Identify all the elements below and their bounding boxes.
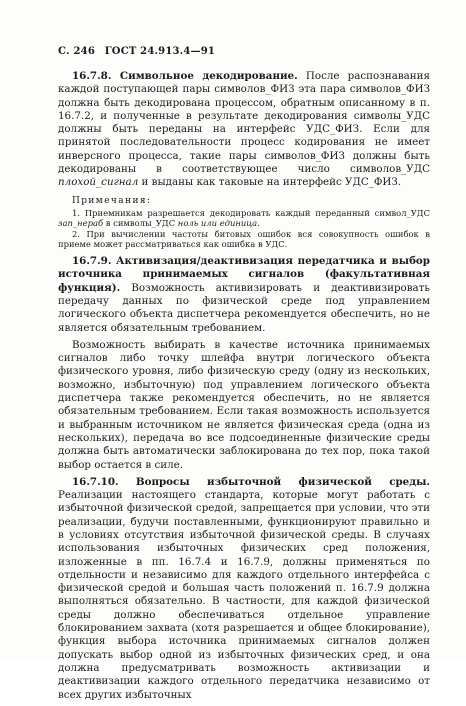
section-16-7-8-italic: плохой_сигнал (58, 176, 139, 189)
notes-block (58, 196, 430, 250)
section-16-7-8-heading: 16.7.8. Символьное декодирование. (72, 70, 298, 82)
note-1-text-a: 1. Приемникам разрешается декодировать каждый переданный символ_УДС (72, 207, 430, 218)
page-header (58, 46, 221, 57)
note-1-italic-1: зап_нераб (58, 218, 104, 229)
notes-title: Примечания: (72, 195, 152, 206)
note-1 (58, 208, 430, 229)
section-16-7-10 (58, 476, 430, 702)
standard-designation: ГОСТ 24.913.4—91 (104, 46, 216, 57)
section-16-7-8-text-b: и выданы как таковые на интерфейс УДС_ФИЗ. (138, 176, 402, 189)
section-16-7-8-text-a: После распознавания каждой поступающей пары символов_ФИЗ эта пара символов_ФИЗ должна быть декодирована процессом, обратным описанному в п. 16.7.2, и полученные в результате декодирования символы_УДС должны быть переданы на интерфейс УДС_ФИЗ. Если для принятой последовательности процесс кодирования не имеет инверсного процесса, такие пары символов_ФИЗ должны быть декодированы в соответствующее число символов_УДС (58, 70, 430, 176)
section-16-7-10-text: Реализации настоящего стандарта, которые могут работать с избыточной физической средой, запрещается при условии, что эти реализации, будучи поставленными, функционируют правильно и в условиях отсутствия избыточной физической среды. В случаях использования избыточных физических сред положения, изложенные в пп. 16.7.4 и 16.7.9, должны применяться по отдельности и независимо для каждого отдельного интерфейса с физической средой и большая часть положений п. 16.7.9 должна выполняться обязательно. В частности, для каждой физической среды должно обеспечиваться отдельное управление блокированием захвата (хотя разрешается и общее блокирование), функция выбора источника принимаемых сигналов должен допускать выбор одной из избыточных физических сред, и она должна предусматривать возможность активизации и деактивизации каждого отдельного передатчика независимо от всех других избыточных (58, 489, 430, 701)
page-number: С. 246 (58, 46, 95, 57)
section-16-7-8 (58, 70, 430, 190)
note-1-text-b: в символы_УДС (103, 218, 178, 229)
page-body (58, 70, 430, 706)
section-16-7-10-heading: 16.7.10. Вопросы избыточной физической среды. (72, 475, 430, 488)
paragraph-source-selection: Возможность выбирать в качестве источника принимаемых сигналов либо точку шлейфа внутри логического объекта физического уровня, либо физическую среду (одну из нескольких, возможно, избыточную) под управлением логического объекта диспетчера также рекомендуется обеспечить, но не является обязательным требованием. Если такая возможность используется и выбранным источником не является физическая среда (одна из нескольких), передача во все подсоединенные физические среды должна быть автоматически заблокирована до тех пор, пока такой выбор остается в силе. (58, 338, 430, 471)
note-2: 2. При вычислении частоты битовых ошибок вся совокупность ошибок в приеме может рассматриваться как ошибка в УДС. (58, 228, 430, 250)
note-1-text-c: . (257, 218, 260, 229)
note-1-italic-2: ноль или единица (177, 218, 258, 229)
section-16-7-9-text: Возможность активизировать и деактивизировать передачу данных по физической среде под управлением логического объекта диспетчера рекомендуется обеспечить, но не является обязательным требованием. (58, 281, 430, 334)
section-16-7-9 (58, 255, 430, 335)
section-16-7-9-heading: 16.7.9. Активизация/деактивизация передатчика и выбор источника принимаемых сигналов (факультативная функция). (58, 255, 430, 294)
